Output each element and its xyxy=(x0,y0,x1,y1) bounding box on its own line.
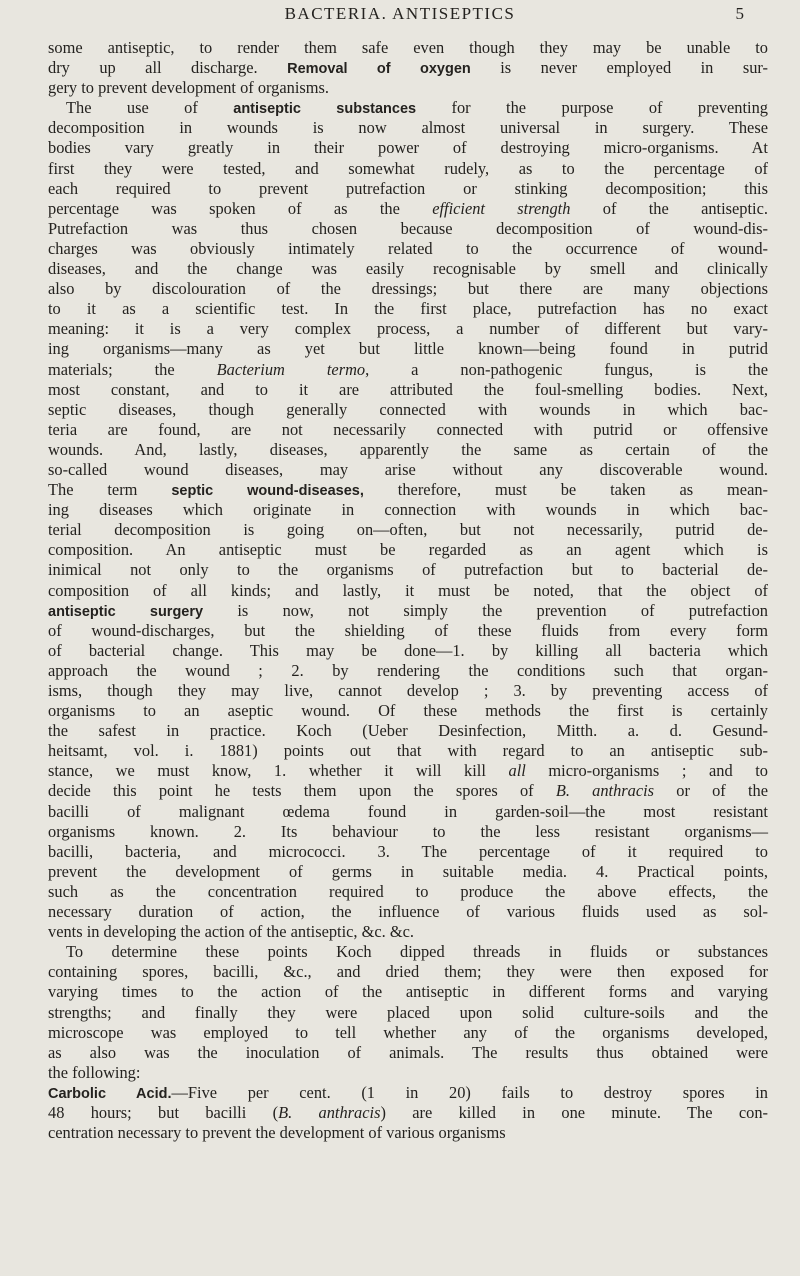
text-line xyxy=(48,882,768,902)
text-run: vents in developing the action of the antiseptic, &c. &c. xyxy=(48,922,414,942)
italic-text: all xyxy=(508,761,526,781)
text-run: decide this point he tests them upon the spores of xyxy=(48,781,556,801)
text-line xyxy=(48,1103,768,1123)
text-line xyxy=(48,761,768,781)
text-line xyxy=(48,661,768,681)
text-line xyxy=(48,78,768,98)
text-run: charges was obviously intimately related to the occurrence of wound- xyxy=(48,238,768,258)
text-run: —Five per cent. (1 in 20) fails to destroy spores in xyxy=(171,1082,768,1102)
text-run: composition of all kinds; and lastly, it must be noted, that the object of xyxy=(48,580,768,600)
text-run: as also was the inoculation of animals. The results thus obtained were xyxy=(48,1042,768,1062)
italic-text: Bacterium termo xyxy=(216,359,366,379)
text-line xyxy=(48,420,768,440)
text-line xyxy=(48,299,768,319)
text-line xyxy=(48,360,768,380)
text-line xyxy=(48,380,768,400)
bold-term: antiseptic surgery xyxy=(48,603,204,620)
text-run: bodies vary greatly in their power of destroying micro-organisms. At xyxy=(48,138,768,158)
text-run: ing organisms—many as yet but little known—being found in putrid xyxy=(48,339,768,359)
text-run: The use of xyxy=(66,98,234,118)
text-run: stance, we must know, 1. whether it will kill xyxy=(48,761,509,781)
text-line xyxy=(48,199,768,219)
text-line xyxy=(48,1043,768,1063)
text-line xyxy=(48,942,768,962)
text-run: wounds. And, lastly, diseases, apparently the same as certain of the xyxy=(48,439,768,459)
text-run: strengths; and finally they were placed upon solid culture-soils and the xyxy=(48,1002,768,1022)
text-run: isms, though they may live, cannot develop ; 3. by preventing access of xyxy=(48,681,768,700)
text-line xyxy=(48,1063,768,1083)
text-line xyxy=(48,902,768,922)
text-line xyxy=(48,540,768,560)
text-line xyxy=(48,500,768,520)
text-run: for the purpose of preventing xyxy=(416,98,768,118)
text-line xyxy=(48,581,768,601)
page-number: 5 xyxy=(735,4,744,23)
bold-term: Removal of oxygen xyxy=(287,61,471,78)
text-run: decomposition in wounds is now almost universal in surgery. These xyxy=(48,118,768,138)
text-line xyxy=(48,962,768,982)
body-text xyxy=(48,38,768,1143)
text-run: 48 hours; but bacilli ( xyxy=(48,1102,279,1122)
text-line xyxy=(48,138,768,158)
text-run: , a non-pathogenic fungus, is the xyxy=(365,359,768,379)
text-line xyxy=(48,319,768,339)
text-run: organisms known. 2. Its behaviour to the less resistant organisms— xyxy=(48,821,768,841)
text-run: so-called wound diseases, may arise without any discoverable wound. xyxy=(48,459,768,479)
text-run: bacilli of malignant œdema found in garden-soil—the most resistant xyxy=(48,801,768,821)
text-run: materials; the xyxy=(48,359,217,379)
text-run: each required to prevent putrefaction or stinking decomposition; this xyxy=(48,178,768,198)
text-line xyxy=(48,1123,768,1143)
text-run: is never employed in sur- xyxy=(470,58,768,78)
text-run: micro-organisms ; and to xyxy=(525,761,768,781)
bold-term: Carbolic Acid. xyxy=(48,1085,172,1102)
text-run: microscope was employed to tell whether any of the organisms developed, xyxy=(48,1022,768,1042)
text-line xyxy=(48,259,768,279)
text-run: the following: xyxy=(48,1062,141,1082)
text-run: gery to prevent development of organisms. xyxy=(48,78,330,98)
text-run: or of the xyxy=(654,781,768,801)
text-run: To determine these points Koch dipped threads in fluids or substances xyxy=(66,942,768,962)
text-line xyxy=(48,1083,768,1103)
text-run: is now, not simply the prevention of putrefaction xyxy=(203,600,768,620)
text-line xyxy=(48,560,768,580)
text-line xyxy=(48,118,768,138)
text-line xyxy=(48,460,768,480)
text-run: organisms to an aseptic wound. Of these methods the first is certainly xyxy=(48,701,768,721)
text-run: centration necessary to prevent the development of various organisms xyxy=(48,1123,506,1143)
text-run: bacilli, bacteria, and micrococci. 3. The percentage of it required to xyxy=(48,841,768,861)
bold-term: antiseptic substances xyxy=(233,101,417,118)
text-line xyxy=(48,520,768,540)
text-line xyxy=(48,862,768,882)
text-line xyxy=(48,38,768,58)
text-line xyxy=(48,219,768,239)
text-line xyxy=(48,781,768,801)
text-run: ) are killed in one minute. The con- xyxy=(380,1102,768,1122)
text-line xyxy=(48,641,768,661)
text-run: percentage was spoken of as the xyxy=(48,198,433,218)
text-run: such as the concentration required to produce the above effects, the xyxy=(48,881,768,901)
text-line xyxy=(48,922,768,942)
text-run: septic diseases, though generally connected with wounds in which bac- xyxy=(48,399,768,419)
text-run: dry up all discharge. xyxy=(48,58,288,78)
text-line xyxy=(48,721,768,741)
text-line xyxy=(48,58,768,78)
text-line xyxy=(48,601,768,621)
text-line xyxy=(48,1003,768,1023)
text-line xyxy=(48,982,768,1002)
text-run: the safest in practice. Koch (Ueber Desinfection, Mitth. a. d. Gesund- xyxy=(48,721,768,741)
text-run: of the antiseptic. xyxy=(570,198,768,218)
text-line xyxy=(48,621,768,641)
text-run: meaning: it is a very complex process, a number of different but vary- xyxy=(48,319,768,339)
text-line xyxy=(48,400,768,420)
text-line xyxy=(48,741,768,761)
text-line xyxy=(48,681,768,701)
italic-text: B. anthracis xyxy=(555,781,655,801)
text-run: therefore, must be taken as mean- xyxy=(363,480,768,500)
text-run: of bacterial change. This may be done—1. by killing all bacteria which xyxy=(48,640,768,660)
text-run: composition. An antiseptic must be regarded as an agent which is xyxy=(48,540,768,560)
text-line xyxy=(48,239,768,259)
text-run: some antiseptic, to render them safe even though they may be unable to xyxy=(48,38,768,57)
bold-term: septic wound-diseases, xyxy=(171,483,364,500)
text-line xyxy=(48,279,768,299)
text-run: inimical not only to the organisms of putrefaction but to bacterial de- xyxy=(48,560,768,580)
text-run: necessary duration of action, the influence of various fluids used as sol- xyxy=(48,902,768,922)
text-run: teria are found, are not necessarily connected with putrid or offensive xyxy=(48,419,768,439)
text-line xyxy=(48,842,768,862)
text-run: most constant, and to it are attributed the foul-smelling bodies. Next, xyxy=(48,379,768,399)
text-run: to it as a scientific test. In the first place, putrefaction has no exact xyxy=(48,299,768,319)
text-line xyxy=(48,440,768,460)
text-line xyxy=(48,480,768,500)
text-run: first they were tested, and somewhat rudely, as to the percentage of xyxy=(48,158,768,178)
text-run: containing spores, bacilli, &c., and dried them; they were then exposed for xyxy=(48,962,768,982)
text-run: ing diseases which originate in connection with wounds in which bac- xyxy=(48,500,768,520)
text-run: prevent the development of germs in suitable media. 4. Practical points, xyxy=(48,861,768,881)
text-line xyxy=(48,802,768,822)
text-run: of wound-discharges, but the shielding of these fluids from every form xyxy=(48,620,768,640)
text-line xyxy=(48,339,768,359)
text-run: varying times to the action of the antiseptic in different forms and varying xyxy=(48,982,768,1002)
text-line xyxy=(48,98,768,118)
text-line xyxy=(48,159,768,179)
text-run: also by discolouration of the dressings; but there are many objections xyxy=(48,279,768,299)
text-run: The term xyxy=(48,480,172,500)
page-header xyxy=(0,4,800,30)
text-line xyxy=(48,822,768,842)
text-run: heitsamt, vol. i. 1881) points out that with regard to an antiseptic sub- xyxy=(48,741,768,761)
text-run: Putrefaction was thus chosen because decomposition of wound-dis- xyxy=(48,218,768,238)
text-line xyxy=(48,1023,768,1043)
text-run: approach the wound ; 2. by rendering the conditions such that organ- xyxy=(48,660,768,680)
text-line xyxy=(48,701,768,721)
italic-text: B. anthracis xyxy=(278,1102,381,1122)
running-head: BACTERIA. ANTISEPTICS xyxy=(284,4,516,23)
text-run: diseases, and the change was easily recognisable by smell and clinically xyxy=(48,259,768,279)
italic-text: efficient strength xyxy=(432,198,571,218)
text-run: terial decomposition is going on—often, but not necessarily, putrid de- xyxy=(48,520,768,540)
text-line xyxy=(48,179,768,199)
